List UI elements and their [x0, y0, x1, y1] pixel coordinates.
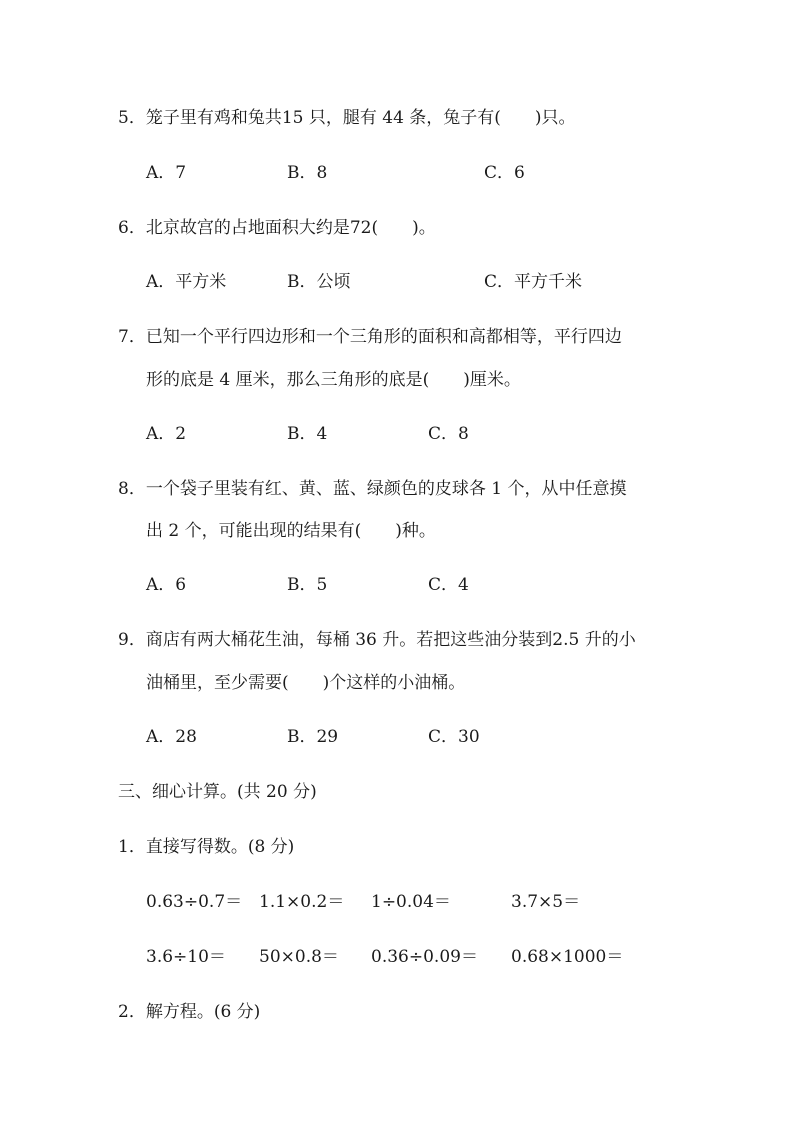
question-5-text: 5．笼子里有鸡和兔共15 只，腿有 44 条，兔子有( )只。: [118, 108, 576, 128]
option-a: A．28: [146, 727, 197, 747]
question-9-options: [146, 725, 746, 749]
option-b: B．4: [287, 424, 328, 444]
option-c: C．平方千米: [484, 272, 583, 292]
calc-row-1: [146, 890, 746, 914]
option-c: C．6: [484, 163, 525, 183]
subsection-1-title: 1．直接写得数。(8 分): [118, 837, 295, 857]
option-a: A．7: [146, 163, 187, 183]
question-9-text-cont: 油桶里，至少需要( )个这样的小油桶。: [146, 673, 466, 693]
question-7-options: [146, 422, 746, 446]
calc-item: 3.7×5＝: [511, 892, 581, 912]
calc-item: 50×0.8＝: [259, 947, 339, 967]
question-8-text: 8．一个袋子里装有红、黄、蓝、绿颜色的皮球各 1 个，从中任意摸: [118, 479, 627, 499]
option-a: A．6: [146, 575, 187, 595]
question-9-text: 9．商店有两大桶花生油，每桶 36 升。若把这些油分装到2.5 升的小: [118, 630, 636, 650]
calc-item: 0.63÷0.7＝: [146, 892, 243, 912]
option-c: C．8: [428, 424, 469, 444]
calc-item: 1.1×0.2＝: [259, 892, 345, 912]
calc-item: 0.36÷0.09＝: [371, 947, 478, 967]
option-b: B．5: [287, 575, 328, 595]
option-b: B．公顷: [287, 272, 351, 292]
calc-row-2: [146, 945, 746, 969]
question-8-text-cont: 出 2 个，可能出现的结果有( )种。: [146, 521, 436, 541]
subsection-2-title: 2．解方程。(6 分): [118, 1002, 261, 1022]
question-6-text: 6．北京故宫的占地面积大约是72( )。: [118, 218, 436, 238]
option-c: C．30: [428, 727, 480, 747]
option-a: A．2: [146, 424, 187, 444]
question-6-options: [146, 270, 746, 294]
option-b: B．8: [287, 163, 328, 183]
calc-item: 3.6÷10＝: [146, 947, 226, 967]
option-a: A．平方米: [146, 272, 227, 292]
calc-item: 1÷0.04＝: [371, 892, 451, 912]
option-c: C．4: [428, 575, 469, 595]
question-7-text-cont: 形的底是 4 厘米，那么三角形的底是( )厘米。: [146, 370, 521, 390]
option-b: B．29: [287, 727, 339, 747]
section-3-title: 三、细心计算。(共 20 分): [118, 782, 317, 802]
question-5-options: [146, 161, 746, 185]
question-8-options: [146, 573, 746, 597]
calc-item: 0.68×1000＝: [511, 947, 624, 967]
question-7-text: 7．已知一个平行四边形和一个三角形的面积和高都相等，平行四边: [118, 327, 622, 347]
